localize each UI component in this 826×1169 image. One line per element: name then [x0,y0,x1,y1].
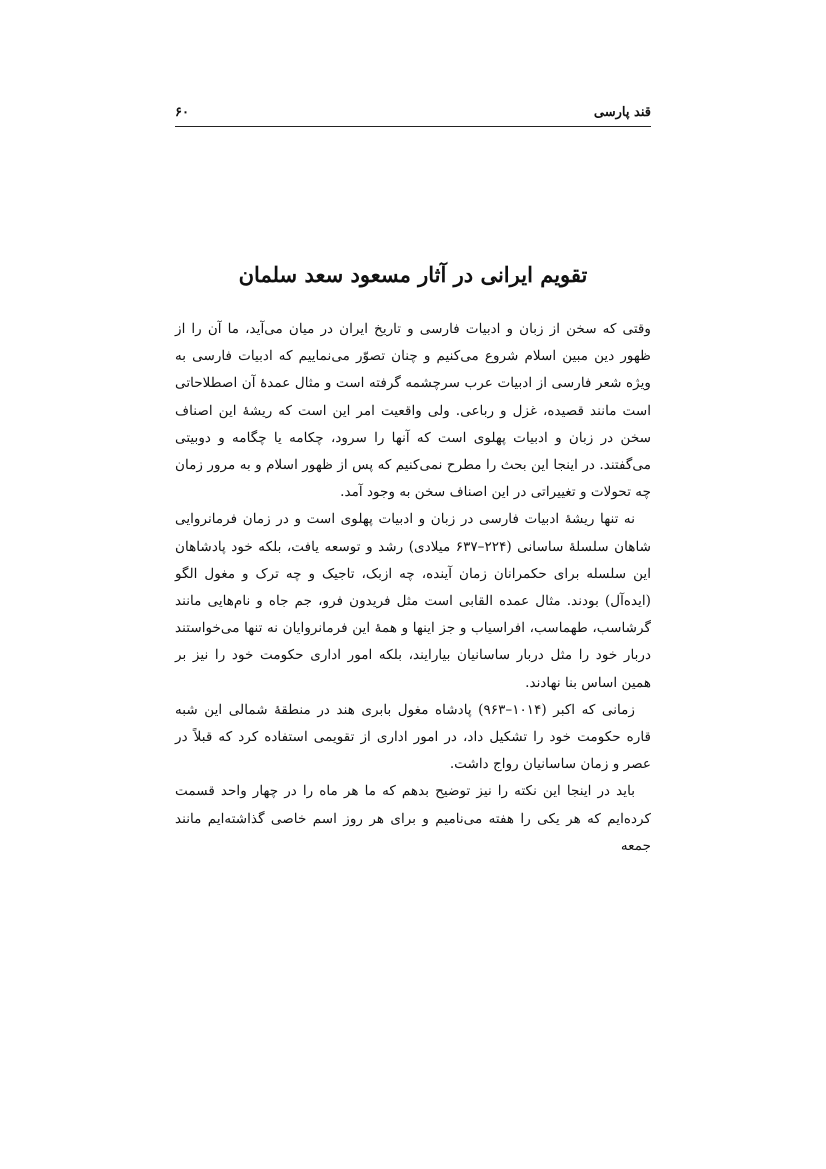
paragraph-2: نه تنها ریشهٔ ادبیات فارسی در زبان و ادبیات پهلوی است و در زمان فرمانروایی شاهان سلسلهٔ ساسانی (۲۲۴–۶۳۷ میلادی) رشد و توسعه یافت، بلکه خود پادشاهان این سلسله برای حکمرانان زمان آینده، چه ازبک، تاجیک و چه ترک و مغول الگو (ایده‌آل) بودند. مثال عمده القابی است مثل فریدون فرو، جم جاه و نام‌هایی مانند گرشاسب، طهماسب، افراسیاب و جز اینها و همهٔ این فرمانروایان نه تنها می‌خواستند دربار خود را مثل دربار ساسانیان بیارایند، بلکه امور اداری حکومت خود را نیز بر همین اساس بنا نهادند. [175,511,652,691]
paragraph-4: باید در اینجا این نکته را نیز توضیح بدهم که ما هر ماه را در چهار واحد قسمت کرده‌ایم که هر یکی را هفته می‌نامیم و برای هر روز اسم خاصی گذاشته‌ایم مانند جمعه [175,783,651,854]
running-title: قند پارسی [593,105,651,120]
article-body [175,316,651,860]
paragraph-3: زمانی که اکبر (۱۰۱۴–۹۶۳) پادشاه مغول بابری هند در منطقهٔ شمالی این شبه قاره حکومت خود را تشکیل داد، در امور اداری از تقویمی استفاده کرد که قبلاً در عصر و زمان ساسانیان رواج داشت. [175,701,651,773]
page-number: ۶۰ [175,105,189,120]
running-header [175,104,651,127]
paragraph-1: وقتی که سخن از زبان و ادبیات فارسی و تاریخ ایران در میان می‌آید، ما آن را از ظهور دین مبین اسلام شروع می‌کنیم و چنان تصوّر می‌نماییم که ادبیات فارسی به ویژه شعر فارسی از ادبیات عرب سرچشمه گرفته است و مثال عمدهٔ آن اصطلاحاتی است مانند قصیده، غزل و رباعی. ولی واقعیت امر این است که ریشهٔ این اصناف سخن در زبان و ادبیات پهلوی است که آنها را سرود، چکامه یا چگامه و دوبیتی می‌گفتند. در اینجا این بحث را مطرح نمی‌کنیم که پس از ظهور اسلام و به مرور زمان چه تحولات و تغییراتی در این اصناف سخن به وجود آمد. [175,321,651,501]
article-title: تقویم ایرانی در آثار مسعود سعد سلمان [238,262,588,287]
